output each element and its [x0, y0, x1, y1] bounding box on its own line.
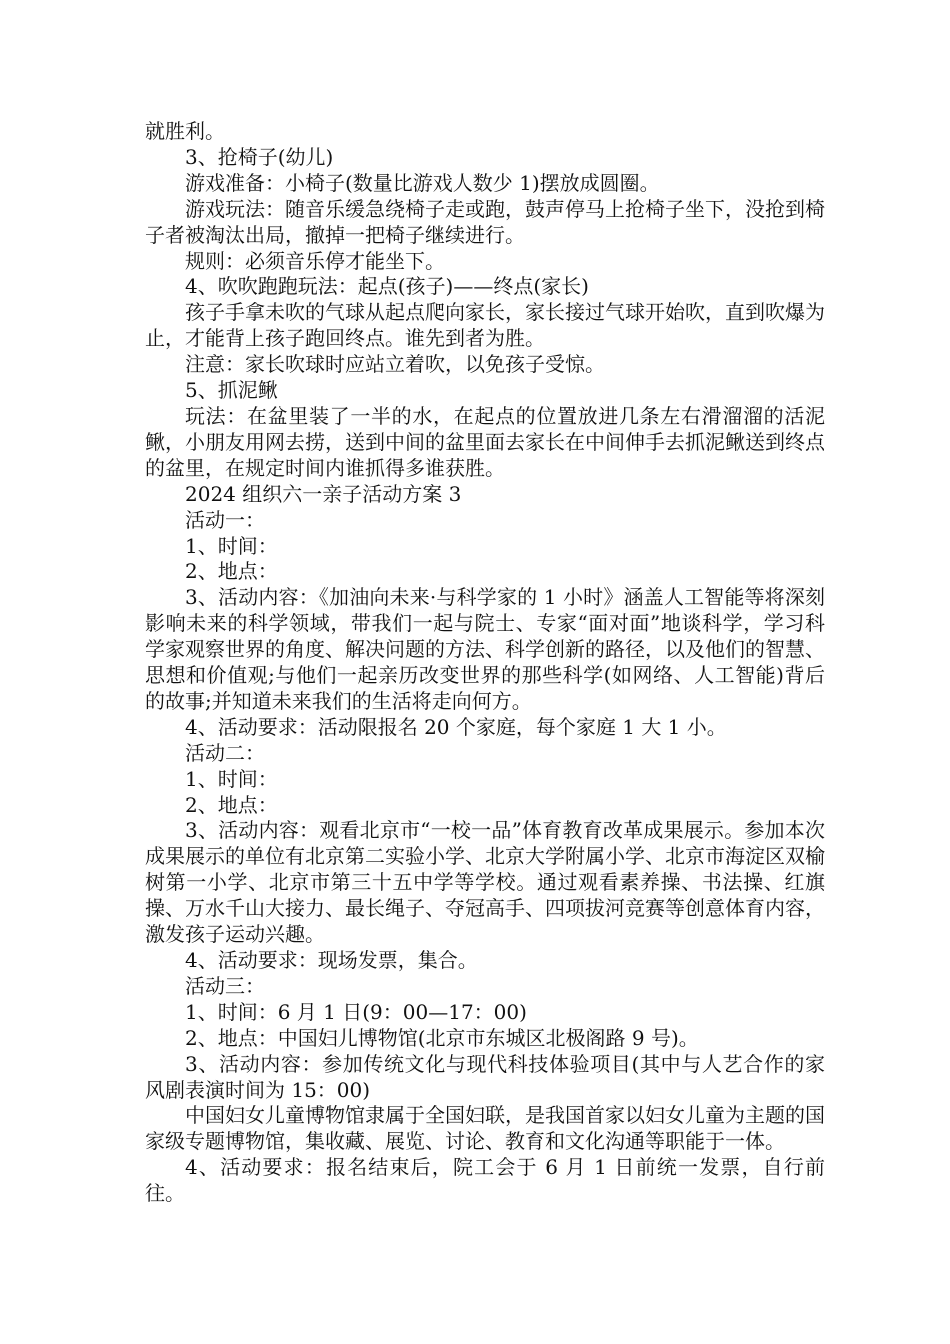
paragraph-game-2-ending: 就胜利。 — [145, 119, 225, 143]
paragraph-game-4-note: 注意：家长吹球时应站立着吹，以免孩子受惊。 — [185, 352, 605, 377]
activity-3-content: 3、活动内容：参加传统文化与现代科技体验项目(其中与人艺合作的家风剧表演时间为 15：00) — [145, 1051, 825, 1102]
activity-2-place: 2、地点： — [185, 792, 278, 817]
paragraph-game-3-prep: 游戏准备：小椅子(数量比游戏人数少 1)摆放成圆圈。 — [185, 170, 660, 195]
activity-1-requirement: 4、活动要求：活动限报名 20 个家庭，每个家庭 1 大 1 小。 — [185, 714, 727, 739]
activity-3-place: 2、地点：中国妇儿博物馆(北京市东城区北极阁路 9 号)。 — [185, 1025, 699, 1050]
heading-game-4: 4、吹吹跑跑玩法：起点(孩子)——终点(家长) — [185, 274, 589, 299]
activity-2-content: 3、活动内容：观看北京市“一校一品”体育教育改革成果展示。参加本次成果展示的单位有北京第二实验小学、北京大学附属小学、北京市海淀区双榆树第一小学、北京市第三十五中学等学校。通过观看素养操、书法操、红旗操、万水千山大接力、最长绳子、夺冠高手、四项拔河竞赛等创意体育内容，激发孩子运动兴趣。 — [145, 818, 825, 947]
activity-1-place: 2、地点： — [185, 559, 278, 584]
activity-3-museum-description: 中国妇女儿童博物馆隶属于全国妇联，是我国首家以妇女儿童为主题的国家级专题博物馆，集收藏、展览、讨论、教育和文化沟通等职能于一体。 — [145, 1103, 825, 1154]
activity-1-content: 3、活动内容：《加油向未来·与科学家的 1 小时》涵盖人工智能等将深刻影响未来的科学领域，带我们一起与院士、专家“面对面”地谈科学，学习科学家观察世界的角度、解决问题的方法、科学创新的路径，以及他们的智慧、思想和价值观;与他们一起亲历改变世界的那些科学(如网络、人工智能)背后的故事;并知道未来我们的生活将走向何方。 — [145, 585, 825, 713]
heading-game-3: 3、抢椅子(幼儿) — [185, 144, 334, 169]
paragraph-game-5-play: 玩法：在盆里装了一半的水，在起点的位置放进几条左右滑溜溜的活泥鳅，小朋友用网去捞，送到中间的盆里面去家长在中间伸手去抓泥鳅送到终点的盆里，在规定时间内谁抓得多谁获胜。 — [145, 403, 825, 480]
activity-3-time: 1、时间：6 月 1 日(9：00—17：00) — [185, 999, 527, 1024]
heading-activity-3: 活动三： — [185, 973, 265, 998]
activity-2-time: 1、时间： — [185, 766, 278, 791]
activity-2-requirement: 4、活动要求：现场发票，集合。 — [185, 948, 478, 972]
paragraph-game-4-play: 孩子手拿未吹的气球从起点爬向家长，家长接过气球开始吹，直到吹爆为止，才能背上孩子跑回终点。谁先到者为胜。 — [145, 300, 825, 351]
heading-activity-1: 活动一： — [185, 507, 265, 532]
paragraph-game-3-play: 游戏玩法：随音乐缓急绕椅子走或跑，鼓声停马上抢椅子坐下，没抢到椅子者被淘汰出局，撤掉一把椅子继续进行。 — [145, 196, 825, 247]
activity-3-requirement: 4、活动要求：报名结束后，院工会于 6 月 1 日前统一发票，自行前往。 — [145, 1155, 825, 1206]
section-title-plan-3: 2024 组织六一亲子活动方案 3 — [185, 481, 462, 506]
document-body — [145, 119, 825, 1207]
heading-game-5: 5、抓泥鳅 — [185, 378, 278, 403]
paragraph-game-3-rule: 规则：必须音乐停才能坐下。 — [185, 248, 445, 273]
activity-1-time: 1、时间： — [185, 533, 278, 558]
heading-activity-2: 活动二： — [185, 740, 265, 765]
